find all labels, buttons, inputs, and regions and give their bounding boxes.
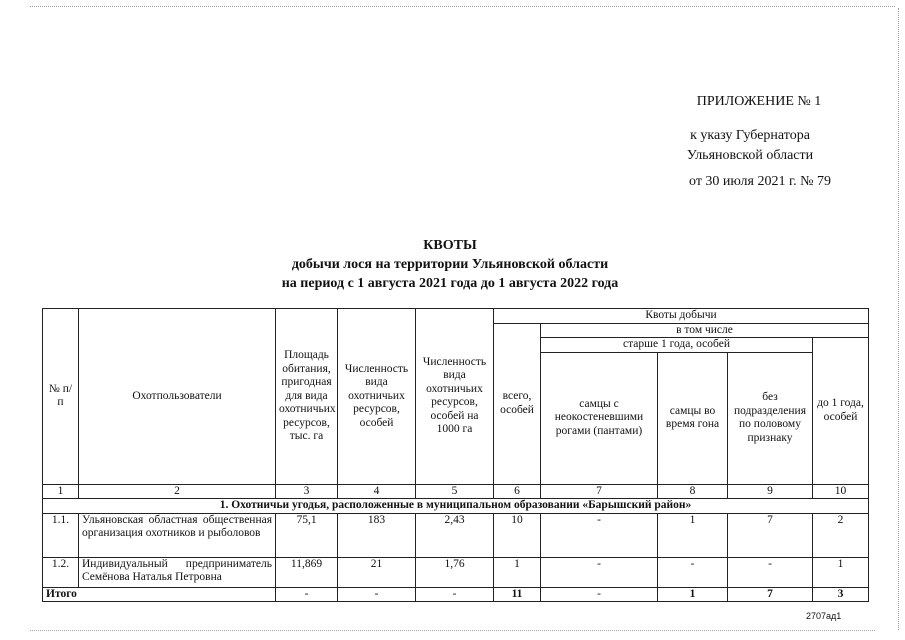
row-total: 1 xyxy=(494,557,541,587)
column-number-row xyxy=(43,484,869,499)
row-population: 21 xyxy=(338,557,416,587)
total-under1: 3 xyxy=(813,587,869,602)
total-row xyxy=(43,587,869,602)
header-total: всего, особей xyxy=(494,323,541,484)
row-user: Индивидуальный предприниматель Семёнова Наталья Петровна xyxy=(79,557,276,587)
row-density: 1,76 xyxy=(416,557,494,587)
row-user: Ульяновская областная общественная организация охотников и рыболовов xyxy=(79,513,276,557)
table-row xyxy=(43,513,869,557)
header-users: Охотпользователи xyxy=(79,309,276,485)
col-number: 5 xyxy=(416,484,494,499)
document-heading xyxy=(180,236,720,293)
heading-subtitle: добычи лося на территории Ульяновской области xyxy=(291,257,609,272)
appendix-region: Ульяновской области xyxy=(686,148,814,163)
section-heading: 1. Охотничьи угодья, расположенные в муниципальном образовании «Барышский район» xyxy=(43,499,869,514)
row-rut: - xyxy=(658,557,728,587)
col-number: 8 xyxy=(658,484,728,499)
col-number: 9 xyxy=(728,484,813,499)
col-number: 10 xyxy=(813,484,869,499)
total-label: Итого xyxy=(43,587,276,602)
appendix-date: от 30 июля 2021 г. № 79 xyxy=(689,174,831,189)
row-nosex: 7 xyxy=(728,513,813,557)
row-nosex: - xyxy=(728,557,813,587)
row-area: 11,869 xyxy=(276,557,338,587)
scan-border-top xyxy=(30,6,895,7)
total-nosex: 7 xyxy=(728,587,813,602)
col-number: 6 xyxy=(494,484,541,499)
row-num: 1.2. xyxy=(43,557,79,587)
row-density: 2,43 xyxy=(416,513,494,557)
appendix-block xyxy=(600,92,900,192)
header-older: старше 1 года, особей xyxy=(541,338,813,353)
document-stamp: 2707ад1 xyxy=(806,611,842,621)
total-density: - xyxy=(416,587,494,602)
row-num: 1.1. xyxy=(43,513,79,557)
total-population: - xyxy=(338,587,416,602)
total-total: 11 xyxy=(494,587,541,602)
header-no-sex: без подразделения по половому признаку xyxy=(728,352,813,484)
col-number: 4 xyxy=(338,484,416,499)
row-under1: 2 xyxy=(813,513,869,557)
row-under1: 1 xyxy=(813,557,869,587)
header-males-antlers: самцы с неокостеневшими рогами (пантами) xyxy=(541,352,658,484)
total-antlers: - xyxy=(541,587,658,602)
row-rut: 1 xyxy=(658,513,728,557)
row-area: 75,1 xyxy=(276,513,338,557)
heading-period: на период с 1 августа 2021 года до 1 августа 2022 года xyxy=(281,276,619,291)
col-number: 1 xyxy=(43,484,79,499)
header-density: Численность вида охотничьих ресурсов, особей на 1000 га xyxy=(416,309,494,485)
row-total: 10 xyxy=(494,513,541,557)
total-rut: 1 xyxy=(658,587,728,602)
quota-table xyxy=(42,308,869,602)
appendix-decree: к указу Губернатора xyxy=(690,128,810,143)
header-area: Площадь обитания, пригодная для вида охотничьих ресурсов, тыс. га xyxy=(276,309,338,485)
row-population: 183 xyxy=(338,513,416,557)
total-area: - xyxy=(276,587,338,602)
header-num: № п/п xyxy=(43,309,79,485)
header-under1: до 1 года, особей xyxy=(813,338,869,485)
col-number: 2 xyxy=(79,484,276,499)
table-row xyxy=(43,557,869,587)
scan-border-bottom xyxy=(30,630,875,631)
row-antlers: - xyxy=(541,513,658,557)
header-quota: Квоты добычи xyxy=(494,309,869,324)
header-population: Численность вида охотничьих ресурсов, особей xyxy=(338,309,416,485)
heading-title: КВОТЫ xyxy=(423,238,477,253)
header-including: в том числе xyxy=(541,323,869,338)
appendix-title: ПРИЛОЖЕНИЕ № 1 xyxy=(696,94,822,109)
col-number: 7 xyxy=(541,484,658,499)
col-number: 3 xyxy=(276,484,338,499)
header-males-rut: самцы во время гона xyxy=(658,352,728,484)
row-antlers: - xyxy=(541,557,658,587)
